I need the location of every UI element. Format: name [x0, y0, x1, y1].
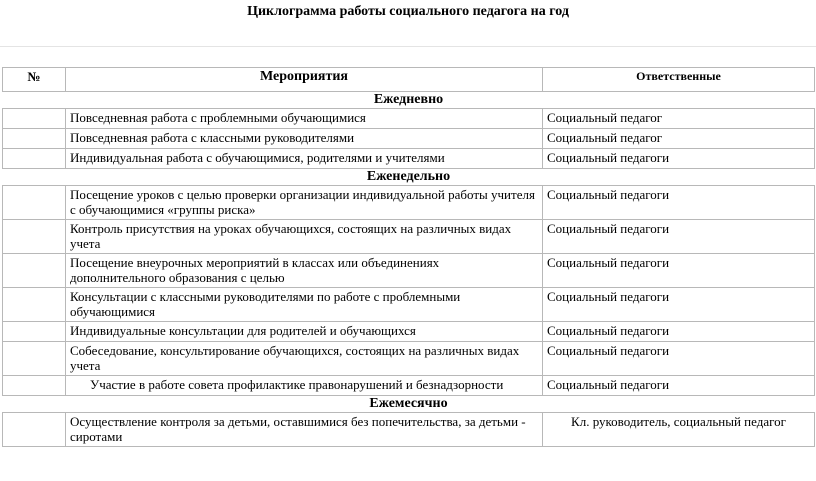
section-row-weekly: [3, 169, 815, 186]
activity-cell: Повседневная работа с классными руководителями: [66, 129, 543, 149]
table-row: [3, 288, 815, 322]
responsible-cell: Социальный педагоги: [543, 149, 815, 169]
table-row: [3, 129, 815, 149]
table-row: [3, 109, 815, 129]
table-row: [3, 149, 815, 169]
row-number-cell: [3, 342, 66, 376]
header-responsible: Ответственные: [543, 68, 815, 92]
activity-cell: Контроль присутствия на уроках обучающихся, состоящих на различных видах учета: [66, 220, 543, 254]
section-row-monthly: [3, 396, 815, 413]
row-number-cell: [3, 149, 66, 169]
row-number-cell: [3, 413, 66, 447]
responsible-cell: Кл. руководитель, социальный педагог: [543, 413, 815, 447]
section-title-daily: Ежедневно: [3, 92, 815, 109]
table-row: [3, 413, 815, 447]
row-number-cell: [3, 129, 66, 149]
activity-cell: Посещение уроков с целью проверки организации индивидуальной работы учителя с обучающимися «группы риска»: [66, 186, 543, 220]
activity-cell: Индивидуальные консультации для родителей и обучающихся: [66, 322, 543, 342]
responsible-cell: Социальный педагоги: [543, 342, 815, 376]
header-number: №: [3, 68, 66, 92]
row-number-cell: [3, 288, 66, 322]
responsible-cell: Социальный педагоги: [543, 376, 815, 396]
table-row: [3, 254, 815, 288]
table-row: [3, 220, 815, 254]
section-title-monthly: Ежемесячно: [3, 396, 815, 413]
document-title: Циклограмма работы социального педагога на год: [247, 4, 569, 19]
table-row: [3, 342, 815, 376]
responsible-cell: Социальный педагог: [543, 109, 815, 129]
activity-cell: Посещение внеурочных мероприятий в классах или объединениях дополнительного образования с целью: [66, 254, 543, 288]
activity-cell: Участие в работе совета профилактике правонарушений и безнадзорности: [66, 376, 543, 396]
section-title-weekly: Еженедельно: [3, 169, 815, 186]
page-divider: [0, 46, 816, 47]
row-number-cell: [3, 220, 66, 254]
activity-cell: Консультации с классными руководителями по работе с проблемными обучающимися: [66, 288, 543, 322]
row-number-cell: [3, 254, 66, 288]
table-row: [3, 322, 815, 342]
activity-cell: Повседневная работа с проблемными обучающимися: [66, 109, 543, 129]
row-number-cell: [3, 109, 66, 129]
table-row: [3, 376, 815, 396]
header-activities: Мероприятия: [66, 68, 543, 92]
section-row-daily: [3, 92, 815, 109]
responsible-cell: Социальный педагоги: [543, 322, 815, 342]
activity-cell: Осуществление контроля за детьми, оставшимися без попечительства, за детьми - сиротами: [66, 413, 543, 447]
responsible-cell: Социальный педагоги: [543, 220, 815, 254]
table-row: [3, 186, 815, 220]
table-header-row: [3, 68, 815, 92]
activity-cell: Собеседование, консультирование обучающихся, состоящих на различных видах учета: [66, 342, 543, 376]
row-number-cell: [3, 376, 66, 396]
cyclogram-table: [2, 67, 815, 447]
row-number-cell: [3, 322, 66, 342]
activity-cell: Индивидуальная работа с обучающимися, родителями и учителями: [66, 149, 543, 169]
responsible-cell: Социальный педагог: [543, 129, 815, 149]
responsible-cell: Социальный педагоги: [543, 254, 815, 288]
responsible-cell: Социальный педагоги: [543, 186, 815, 220]
row-number-cell: [3, 186, 66, 220]
responsible-cell: Социальный педагоги: [543, 288, 815, 322]
